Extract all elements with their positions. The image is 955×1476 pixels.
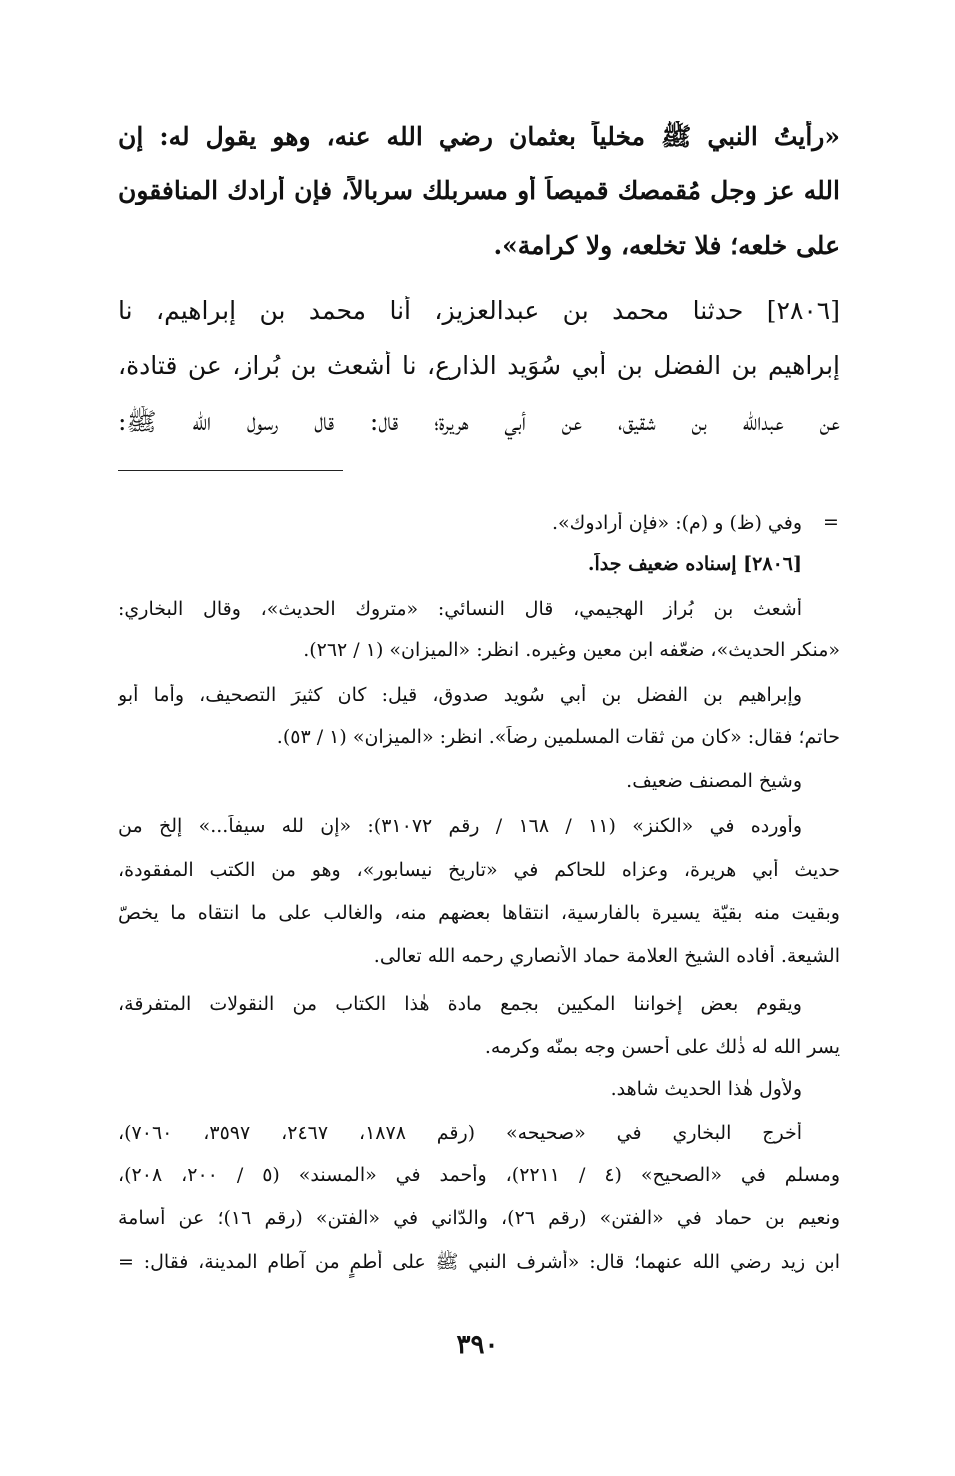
footnote-line: ومسلم في «الصحيح» (٤ / ٢٢١١)، وأحمد في «المسند» (٥ / ٢٠٠، ٢٠٨)، <box>118 1164 840 1186</box>
footnote-heading: [٢٨٠٦] إسناده ضعيف جداً. <box>587 553 802 575</box>
page-body <box>118 0 840 1476</box>
footnote-line: ونعيم بن حماد في «الفتن» (رقم ٢٦)، والدّاني في «الفتن» (رقم ١٦)؛ عن أسامة <box>118 1207 840 1229</box>
footnote-line: حديث أبي هريرة، وعزاه للحاكم في «تاريخ نيسابور»، وهو من الكتب المفقودة، <box>118 859 840 881</box>
footnote-line: ويقوم بعض إخواننا المكيين بجمع مادة هٰذا الكتاب من النقولات المتفرقة، <box>118 993 802 1015</box>
footnote-line: يسر الله له ذٰلك على أحسن وجه بمنّه وكرمه. <box>484 1036 840 1058</box>
main-text-line: عن عبدالله بن شقيق، عن أبي هريرة؛ قال: قال رسول الله ﷺ: <box>118 407 840 436</box>
main-text-line: [٢٨٠٦] حدثنا محمد بن عبدالعزيز، أنا محمد بن إبراهيم، نا <box>118 296 840 325</box>
footnote-line: وشيخ المصنف ضعيف. <box>626 770 802 792</box>
footnote-line: وأورده في «الكنز» (١١ / ١٦٨ / رقم ٣١٠٧٢): «إن لله سيفاً...» إلخ من <box>118 815 802 837</box>
main-text-line: إبراهيم بن الفضل بن أبي سُوَيد الذارع، نا أشعث بن بُراز، عن قتادة، <box>118 351 840 380</box>
page-number: ٣٩٠ <box>456 1330 499 1360</box>
footnote-line: ولأول هٰذا الحديث شاهد. <box>610 1078 802 1100</box>
continuation-marker: = <box>823 511 839 533</box>
footnote-line: حاتم؛ فقال: «كان من ثقات المسلمين رضاً». انظر: «الميزان» (١ / ٥٣). <box>276 726 840 748</box>
footnote-line: الشيعة. أفاده الشيخ العلامة حماد الأنصاري رحمه الله تعالى. <box>373 945 840 967</box>
main-text-line: الله عز وجل مُقمصك قميصاً أو مسربلك سربالاً، فإن أرادك المنافقون <box>118 176 840 205</box>
footnote-line: أشعث بن بُراز الهجيمي، قال النسائي: «متروك الحديث»، وقال البخاري: <box>118 598 802 620</box>
footnote-separator <box>118 470 343 471</box>
footnote-line: وإبراهيم بن الفضل بن أبي سُويد صدوق، قيل: كان كثيرَ التصحيف، وأما أبو <box>118 684 802 706</box>
main-text-line: «رأيتُ النبي ﷺ مخلياً بعثمان رضي الله عنه، وهو يقول له: إن <box>118 122 840 151</box>
main-text-line: على خلعه؛ فلا تخلعه، ولا كرامة». <box>493 231 840 260</box>
footnote-line: أخرج البخاري في «صحيحه» (رقم ١٨٧٨، ٢٤٦٧، ٣٥٩٧، ٧٠٦٠)، <box>118 1122 802 1144</box>
footnote-line: وبقيت منه بقيّة يسيرة بالفارسية، انتقاها بعضهم منه، والغالب على ما انتقاه ما يخصّ <box>118 902 840 924</box>
footnote-line: «منكر الحديث»، ضعّفه ابن معين وغيره. انظر: «الميزان» (١ / ٢٦٢). <box>303 639 840 661</box>
footnote-line: ابن زيد رضي الله عنهما؛ قال: «أشرف النبي ﷺ على أطمٍ من آطام المدينة، فقال: = <box>118 1251 840 1273</box>
footnote-line: وفي (ظ) و (م): «فإن أرادوك». <box>552 512 802 534</box>
